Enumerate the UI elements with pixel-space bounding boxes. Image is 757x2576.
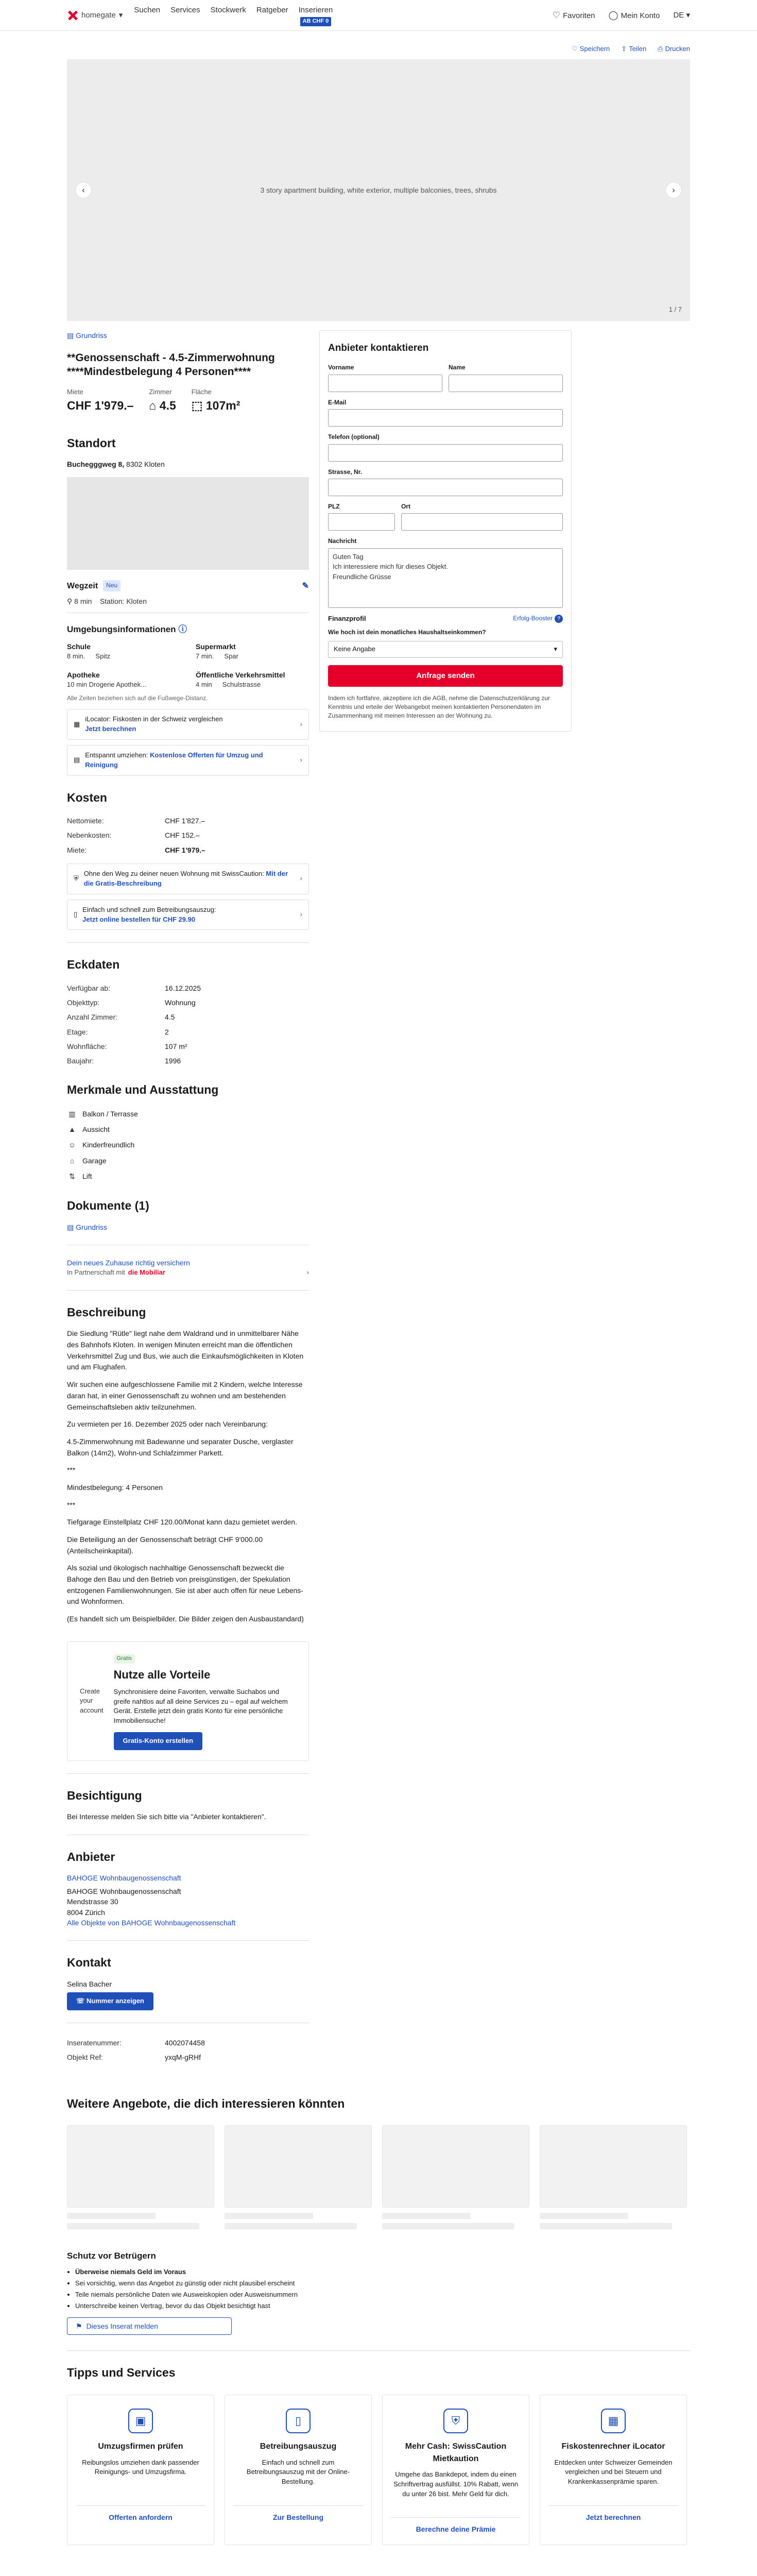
listing-details bbox=[67, 330, 309, 1631]
feature-label: Garage bbox=[82, 1156, 107, 1165]
eckdaten-key: Verfügbar ab: bbox=[67, 984, 111, 992]
vorname-input[interactable] bbox=[328, 375, 442, 392]
amenity-time: 4 min bbox=[196, 681, 212, 689]
save-label: Speichern bbox=[579, 45, 610, 53]
eckdaten-table bbox=[67, 981, 309, 1069]
tip-card bbox=[540, 2395, 687, 2545]
info-icon[interactable]: ⓘ bbox=[178, 624, 187, 635]
account-link[interactable] bbox=[609, 9, 660, 22]
umgebung-heading bbox=[67, 623, 309, 636]
amenity-name: Spitz bbox=[95, 652, 111, 660]
promo-text: iLocator: Fiskosten in der Schweiz vergleichen bbox=[85, 715, 223, 723]
eckdaten-key: Anzahl Zimmer: bbox=[67, 1013, 118, 1022]
homegate-logo[interactable] bbox=[67, 10, 123, 21]
share-icon: ⇪ bbox=[621, 45, 627, 53]
eckdaten-row bbox=[67, 1039, 309, 1054]
anbieter-line: 8004 Zürich bbox=[67, 1908, 105, 1917]
schutz-heading: Schutz vor Betrügern bbox=[67, 2250, 156, 2261]
eckdaten-key: Wohnfläche: bbox=[67, 1042, 107, 1050]
description-paragraph: Mindestbelegung: 4 Personen bbox=[67, 1483, 163, 1492]
nav-suchen[interactable]: Suchen bbox=[134, 6, 161, 15]
amenity-title: Öffentliche Verkehrsmittel bbox=[196, 670, 285, 679]
merkmale-heading: Merkmale und Ausstattung bbox=[67, 1083, 219, 1097]
wegzeit-title: Wegzeit bbox=[67, 581, 98, 590]
chevron-down-icon: ▾ bbox=[554, 645, 557, 653]
chevron-right-icon: › bbox=[300, 756, 302, 764]
account-promo-title: Nutze alle Vorteile bbox=[113, 1668, 211, 1681]
zimmer-value bbox=[149, 397, 176, 414]
feature-item bbox=[67, 1168, 309, 1184]
promo-text: Einfach und schnell zum Betreibungsauszug: bbox=[82, 905, 216, 913]
tip-text: Entdecken unter Schweizer Gemeinden vergleichen und bei Steuern und Krankenkassenprämie sparen. bbox=[554, 2458, 673, 2486]
edit-icon[interactable]: ✎ bbox=[302, 581, 309, 590]
amenity-oev bbox=[196, 670, 309, 690]
amenity-schule bbox=[67, 641, 180, 662]
description-paragraph: (Es handelt sich um Beispielbilder. Die Bilder zeigen den Ausbaustandard) bbox=[67, 1615, 304, 1623]
zimmer-label: Zimmer bbox=[149, 387, 172, 396]
main-nav bbox=[134, 5, 333, 26]
ref-key: Objekt Ref: bbox=[67, 2053, 104, 2062]
listing-title: **Genossenschaft - 4.5-Zimmerwohnung ****Mindestbelegung 4 Personen**** bbox=[67, 352, 275, 378]
divider bbox=[67, 942, 309, 943]
anbieter-line: BAHOGE Wohnbaugenossenschaft bbox=[67, 1887, 181, 1896]
dokumente-heading: Dokumente (1) bbox=[67, 1199, 149, 1213]
share-button[interactable] bbox=[621, 44, 646, 54]
nav-stockwerk[interactable]: Stockwerk bbox=[210, 6, 246, 15]
email-label: E-Mail bbox=[328, 398, 347, 406]
promo-link: Jetzt online bestellen für CHF 29.90 bbox=[82, 915, 196, 923]
eckdaten-value: 1996 bbox=[165, 1057, 181, 1065]
kosten-row bbox=[67, 828, 309, 842]
kosten-key: Miete: bbox=[67, 845, 87, 854]
document-icon: ▯ bbox=[74, 910, 78, 919]
income-select[interactable] bbox=[328, 641, 563, 658]
print-button[interactable] bbox=[658, 44, 690, 54]
shield-icon: ⛨ bbox=[443, 2409, 468, 2433]
strasse-label: Strasse, Nr. bbox=[328, 468, 363, 476]
kosten-value: CHF 1'979.– bbox=[165, 845, 205, 854]
contact-sidebar bbox=[319, 330, 572, 1631]
amenity-title: Apotheke bbox=[67, 670, 100, 679]
insurance-promo[interactable] bbox=[67, 1258, 309, 1278]
kosten-row bbox=[67, 843, 309, 857]
nachricht-label: Nachricht bbox=[328, 537, 357, 545]
tipps-heading: Tipps und Services bbox=[67, 2366, 176, 2380]
address-street: Buchegggweg 8, bbox=[67, 460, 125, 469]
eckdaten-value: 2 bbox=[165, 1027, 169, 1036]
ref-value: 4002074458 bbox=[165, 2038, 205, 2047]
box-icon: ▣ bbox=[128, 2409, 153, 2433]
address bbox=[67, 459, 309, 469]
tip-link[interactable]: Berechne deine Prämie bbox=[391, 2517, 521, 2534]
amenity-time: 7 min. bbox=[196, 652, 214, 660]
miete-label: Miete bbox=[67, 387, 83, 396]
description-paragraph: 4.5-Zimmerwohnung mit Badewanne und separater Dusche, verglaster Balkon (14m2), Wohn-und Schlafzimmer Parkett. bbox=[67, 1437, 294, 1457]
ref-row bbox=[67, 2036, 309, 2050]
features-list bbox=[67, 1106, 309, 1184]
weitere-heading: Weitere Angebote, die dich interessieren könnten bbox=[67, 2097, 345, 2111]
grundriss-link[interactable]: ▤ Grundriss bbox=[67, 331, 107, 340]
chevron-right-icon: › bbox=[300, 910, 302, 919]
promo-swisscaution[interactable] bbox=[67, 863, 309, 894]
report-label: Dieses Inserat melden bbox=[86, 2321, 158, 2330]
amenity-time: 8 min. bbox=[67, 652, 85, 660]
eckdaten-row bbox=[67, 995, 309, 1010]
tip-link[interactable]: Jetzt berechnen bbox=[548, 2505, 678, 2522]
print-icon: ⎙ bbox=[658, 45, 663, 53]
heart-icon: ♡ bbox=[552, 10, 560, 20]
feature-label: Balkon / Terrasse bbox=[82, 1109, 138, 1118]
contact-form bbox=[319, 330, 572, 732]
phone-icon: ☏ bbox=[76, 1997, 85, 2005]
nav-services[interactable]: Services bbox=[170, 6, 200, 15]
description-paragraph: *** bbox=[67, 1500, 76, 1509]
location-map[interactable] bbox=[67, 477, 309, 570]
placeholder-lines bbox=[67, 2213, 214, 2229]
strasse-input[interactable] bbox=[328, 479, 563, 496]
anbieter-heading: Anbieter bbox=[67, 1850, 115, 1863]
standort-heading: Standort bbox=[67, 436, 116, 450]
promo-ilocator[interactable] bbox=[67, 709, 309, 740]
telefon-label: Telefon (optional) bbox=[328, 433, 380, 441]
site-header bbox=[0, 0, 757, 31]
listing-actions bbox=[67, 31, 690, 59]
tip-title: Betreibungsauszug bbox=[260, 2442, 337, 2451]
gratis-badge: Gratis bbox=[114, 1654, 135, 1664]
flaeche-number: 107m² bbox=[205, 398, 240, 412]
inserieren-label: Inserieren bbox=[298, 6, 333, 15]
contact-form-title: Anbieter kontaktieren bbox=[328, 342, 429, 353]
room-icon: ⌂ bbox=[149, 398, 157, 412]
income-question: Wie hoch ist dein monatliches Haushaltseinkommen? bbox=[328, 628, 486, 636]
eckdaten-value: Wohnung bbox=[165, 998, 196, 1007]
new-badge: Neu bbox=[103, 580, 121, 591]
amenity-title: Supermarkt bbox=[196, 642, 236, 651]
fraud-tips bbox=[67, 2267, 690, 2311]
promo-text: Ohne den Weg zu deiner neuen Wohnung mit SwissCaution: bbox=[83, 869, 264, 877]
address-city: 8302 Kloten bbox=[126, 460, 165, 469]
flaeche-label: Fläche bbox=[191, 387, 212, 396]
similar-listings-placeholders bbox=[67, 2213, 690, 2229]
umgebung-note: Alle Zeiten beziehen sich auf die Fußwege-Distanz. bbox=[67, 694, 208, 702]
nav-inserieren[interactable] bbox=[299, 5, 333, 26]
route-station: Station: Kloten bbox=[99, 597, 147, 605]
calculator-icon: ▦ bbox=[74, 720, 80, 728]
fraud-tip: • Unterschreibe keinen Vertrag, bevor du das Objekt besichtigt hast bbox=[75, 2301, 690, 2311]
user-icon: ◯ bbox=[608, 10, 618, 20]
gallery-counter: 1 / 7 bbox=[668, 306, 682, 313]
submit-request-button[interactable]: Anfrage senden bbox=[328, 665, 563, 687]
promo-link: Kostenlose Offerten für Umzug und Reinigung bbox=[85, 751, 263, 769]
show-number-button[interactable] bbox=[67, 1992, 153, 2010]
report-listing-button[interactable] bbox=[67, 2317, 232, 2335]
save-button[interactable] bbox=[572, 44, 610, 54]
name-label: Name bbox=[449, 364, 466, 371]
tip-title: Umzugsfirmen prüfen bbox=[98, 2442, 183, 2451]
nav-ratgeber[interactable]: Ratgeber bbox=[256, 6, 288, 15]
child-icon: ☺ bbox=[68, 1141, 76, 1149]
mobiliar-logo: die Mobiliar bbox=[128, 1268, 165, 1277]
eckdaten-key: Etage: bbox=[67, 1027, 88, 1036]
umgebung-title: Umgebungsinformationen bbox=[67, 624, 176, 635]
ort-input[interactable] bbox=[401, 513, 563, 531]
ref-key: Inseratenummer: bbox=[67, 2038, 122, 2047]
tip-text: Umgehe das Bankdepot, indem du einen Schriftvertrag ausfüllst. 10% Rabatt, wenn du unter 26 bist. Mehr Geld für dich. bbox=[393, 2470, 519, 2498]
name-input[interactable] bbox=[449, 375, 563, 392]
fraud-tip: • Teile niemals persönliche Daten wie Ausweiskopien oder Ausweisnummern bbox=[75, 2290, 690, 2300]
telefon-input[interactable] bbox=[328, 444, 563, 462]
placeholder-lines bbox=[225, 2213, 372, 2229]
image-gallery[interactable] bbox=[67, 59, 690, 321]
eckdaten-key: Baujahr: bbox=[67, 1057, 94, 1065]
description-paragraph: Tiefgarage Einstellplatz CHF 120.00/Monat kann dazu gemietet werden. bbox=[67, 1518, 297, 1527]
eckdaten-row bbox=[67, 1010, 309, 1024]
document-icon: ▯ bbox=[286, 2409, 311, 2433]
chevron-down-icon: ▾ bbox=[118, 11, 123, 20]
tip-title: Mehr Cash: SwissCaution Mietkaution bbox=[405, 2442, 507, 2463]
feature-label: Aussicht bbox=[82, 1125, 110, 1134]
feature-item bbox=[67, 1122, 309, 1137]
tips-services bbox=[67, 2395, 690, 2545]
shield-icon: ⛨ bbox=[74, 874, 79, 883]
amenity-title: Schule bbox=[67, 642, 91, 651]
kosten-value: CHF 152.– bbox=[165, 831, 200, 840]
document-label: Grundriss bbox=[76, 1223, 107, 1231]
promo-link: Mit der die Gratis-Beschreibung bbox=[83, 869, 288, 887]
chevron-right-icon: › bbox=[300, 874, 302, 883]
calculator-icon: ▦ bbox=[601, 2409, 626, 2433]
besichtigung-heading: Besichtigung bbox=[67, 1788, 142, 1802]
legal-text: Indem ich fortfahre, akzeptiere ich die AGB, nehme die Datenschutzerklärung zur Kenntnis und erteile der Webangebot meinen kontaktierten Personendaten im Zusammenhang mit meinen Interessen an der Wohnung zu. bbox=[328, 694, 550, 720]
kontakt-name: Selina Bacher bbox=[67, 1979, 112, 1988]
kosten-key: Nettomiete: bbox=[67, 817, 104, 825]
feature-item bbox=[67, 1106, 309, 1122]
kosten-value: CHF 1'827.– bbox=[165, 817, 205, 825]
logo-text: homegate bbox=[81, 11, 116, 20]
beschreibung-heading: Beschreibung bbox=[67, 1306, 146, 1319]
kontakt-heading: Kontakt bbox=[67, 1956, 111, 1970]
anbieter-name-link[interactable] bbox=[67, 1873, 309, 1883]
similar-listing-card[interactable] bbox=[540, 2125, 687, 2208]
heart-icon: ♡ bbox=[572, 45, 578, 53]
eckdaten-row bbox=[67, 1054, 309, 1068]
key-facts bbox=[67, 387, 309, 414]
gallery-next-button[interactable]: › bbox=[665, 182, 682, 198]
feature-label: Kinderfreundlich bbox=[82, 1141, 135, 1149]
tip-card bbox=[382, 2395, 529, 2545]
tip-text: Einfach und schnell zum Betreibungsauszug mit der Online-Bestellung. bbox=[246, 2458, 350, 2486]
help-icon: ? bbox=[555, 615, 563, 623]
create-account-button[interactable]: Gratis-Konto erstellen bbox=[114, 1732, 203, 1750]
flaeche-value bbox=[192, 397, 240, 414]
area-icon: ⬚ bbox=[191, 398, 203, 412]
tip-title: Fiskostenrechner iLocator bbox=[561, 2442, 665, 2451]
tip-text: Reibungslos umziehen dank passender Reinigungs- und Umzugsfirma. bbox=[82, 2458, 199, 2476]
similar-listings bbox=[67, 2125, 690, 2208]
description-text bbox=[67, 1328, 309, 1624]
ref-value: yxqM-gRHf bbox=[165, 2053, 201, 2062]
amenity-supermarkt bbox=[196, 641, 309, 662]
truck-icon: ▤ bbox=[74, 756, 80, 764]
promo-umzug[interactable] bbox=[67, 745, 309, 776]
balcony-icon: ▥ bbox=[68, 1109, 76, 1118]
description-paragraph: Die Beteiligung an der Genossenschaft beträgt CHF 9'000.00 (Anteilscheinkapital). bbox=[67, 1535, 263, 1555]
amenities-grid bbox=[67, 641, 309, 690]
wegzeit-header bbox=[67, 580, 309, 592]
divider bbox=[67, 1940, 309, 1941]
account-promo-side: Create your account bbox=[80, 1687, 104, 1715]
description-paragraph: Zu vermieten per 16. Dezember 2025 oder nach Vereinbarung: bbox=[67, 1420, 268, 1429]
gallery-image-caption: 3 story apartment building, white exterior, multiple balconies, trees, shrubs bbox=[260, 185, 497, 194]
share-label: Teilen bbox=[629, 45, 647, 53]
favorites-link[interactable] bbox=[553, 9, 595, 22]
ref-row bbox=[67, 2050, 309, 2064]
eckdaten-value: 107 m² bbox=[165, 1042, 187, 1050]
gallery-prev-button[interactable]: ‹ bbox=[75, 182, 92, 198]
logo-mark-icon bbox=[67, 10, 78, 21]
show-number-label: Nummer anzeigen bbox=[86, 1997, 144, 2005]
description-paragraph: Wir suchen eine aufgeschlossene Familie mit 2 Kindern, welche Interesse daran hat, in einer Genossenschaft zu wohnen und am bestehenden Gemeinschaftsleben aktiv teilzunehmen. bbox=[67, 1380, 303, 1411]
description-paragraph: Die Siedlung "Rütle" liegt nahe dem Waldrand und in unmittelbarer Nähe des Bahnhofs Kloten. In wenigen Minuten erreicht man die öffentlichen Verkehrsmittel Zug und Bus, wie auch die Einkaufsmöglichkeiten in Kloten und am Flughafen. bbox=[67, 1329, 304, 1371]
fraud-tip: • Überweise niemals Geld im Voraus bbox=[75, 2267, 690, 2277]
insurance-link[interactable]: Dein neues Zuhause richtig versichern bbox=[67, 1258, 190, 1267]
chevron-right-icon: › bbox=[306, 1268, 309, 1277]
all-objects-link[interactable]: Alle Objekte von BAHOGE Wohnbaugenossenschaft bbox=[67, 1919, 236, 1927]
amenity-time: 10 min Drogerie Apothek... bbox=[67, 681, 146, 689]
tip-card bbox=[225, 2395, 372, 2545]
promo-betreibung[interactable] bbox=[67, 900, 309, 930]
kosten-heading: Kosten bbox=[67, 790, 107, 804]
besichtigung-text: Bei Interesse melden Sie sich bitte via "Anbieter kontaktieren". bbox=[67, 1812, 266, 1821]
kosten-row bbox=[67, 814, 309, 828]
placeholder-lines bbox=[540, 2213, 687, 2229]
account-promo-text: Synchronisiere deine Favoriten, verwalte Suchabos und greife nahtlos auf all deine Services zu – egal auf welchem Gerät. Erstelle jetzt dein gratis Konto für eine persönliche Immobiliensuche! bbox=[113, 1687, 288, 1725]
feature-item bbox=[67, 1137, 309, 1153]
mountain-icon: ▲ bbox=[68, 1125, 76, 1134]
zimmer-number: 4.5 bbox=[159, 398, 176, 412]
amenity-name: Spar bbox=[224, 652, 238, 660]
anbieter-line: Mendstrasse 30 bbox=[67, 1897, 118, 1906]
fraud-tip: • Sei vorsichtig, wenn das Angebot zu günstig oder nicht plausibel erscheint bbox=[75, 2279, 690, 2289]
finanzprofil-link-label: Erfolg-Booster bbox=[513, 615, 553, 622]
kosten-key: Nebenkosten: bbox=[67, 831, 112, 840]
vorname-label: Vorname bbox=[328, 364, 354, 371]
feature-item bbox=[67, 1153, 309, 1168]
placeholder-lines bbox=[382, 2213, 529, 2229]
message-textarea[interactable]: Guten Tag Ich interessiere mich für dieses Objekt. Freundliche Grüsse bbox=[328, 548, 563, 608]
route-time: 8 min bbox=[74, 597, 92, 605]
eckdaten-value: 4.5 bbox=[165, 1013, 175, 1022]
description-paragraph: Als sozial und ökologisch nachhaltige Genossenschaft bezweckt die Bahoge den Bau und den Betrieb von preisgünstigen, der Spekulation entzogenen Familienwohnungen. Sie ist aber auch offen für neue Lebens- und Wohnformen. bbox=[67, 1564, 303, 1606]
plz-label: PLZ bbox=[328, 502, 340, 510]
favorites-label: Favoriten bbox=[563, 11, 595, 20]
promo-text: Entspannt umziehen: bbox=[85, 751, 148, 759]
language-select[interactable]: DE ▾ bbox=[673, 11, 690, 20]
finanzprofil-link[interactable] bbox=[513, 614, 563, 623]
eckdaten-heading: Eckdaten bbox=[67, 958, 120, 972]
print-label: Drucken bbox=[665, 45, 690, 53]
email-input[interactable] bbox=[328, 409, 563, 427]
walk-icon: ⚲ bbox=[67, 597, 73, 605]
description-paragraph: *** bbox=[67, 1466, 76, 1475]
account-promo bbox=[67, 1641, 309, 1761]
tip-card bbox=[67, 2395, 214, 2545]
lower-details bbox=[67, 1773, 309, 2065]
language-label: DE bbox=[673, 11, 684, 20]
similar-listing-card[interactable] bbox=[382, 2125, 529, 2208]
tip-link[interactable]: Offerten anfordern bbox=[76, 2505, 205, 2522]
anbieter-name[interactable]: BAHOGE Wohnbaugenossenschaft bbox=[67, 1873, 181, 1882]
finanzprofil-label: Finanzprofil bbox=[328, 614, 366, 622]
garage-icon: ⌂ bbox=[70, 1156, 75, 1165]
grundriss-label: Grundriss bbox=[76, 331, 107, 340]
amenity-apotheke bbox=[67, 670, 180, 690]
tip-link[interactable]: Zur Bestellung bbox=[233, 2505, 363, 2522]
kosten-table bbox=[67, 814, 309, 857]
chevron-right-icon: › bbox=[300, 720, 302, 728]
insurance-partner-label: In Partnerschaft mit bbox=[67, 1268, 125, 1277]
similar-listing-card[interactable] bbox=[67, 2125, 214, 2208]
inserieren-badge: AB CHF 0 bbox=[300, 17, 332, 26]
document-link[interactable]: ▤ Grundriss bbox=[67, 1223, 107, 1231]
flag-icon: ⚑ bbox=[76, 2321, 82, 2330]
plz-input[interactable] bbox=[328, 513, 395, 531]
similar-listing-card[interactable] bbox=[225, 2125, 372, 2208]
income-select-value: Keine Angabe bbox=[334, 645, 375, 653]
eckdaten-row bbox=[67, 1025, 309, 1039]
account-label: Mein Konto bbox=[621, 11, 660, 20]
divider bbox=[67, 1290, 309, 1291]
ort-label: Ort bbox=[401, 502, 410, 510]
lift-icon: ⇅ bbox=[69, 1172, 75, 1180]
finanzprofil-row bbox=[328, 614, 563, 624]
route-row bbox=[67, 596, 309, 613]
promo-link: Jetzt berechnen bbox=[85, 725, 136, 733]
eckdaten-value: 16.12.2025 bbox=[165, 984, 201, 992]
feature-label: Lift bbox=[82, 1172, 92, 1180]
miete-value: CHF 1'979.– bbox=[67, 398, 134, 412]
eckdaten-row bbox=[67, 981, 309, 995]
divider bbox=[67, 1773, 309, 1774]
eckdaten-key: Objekttyp: bbox=[67, 998, 100, 1007]
divider bbox=[67, 2350, 690, 2351]
amenity-name: Schulstrasse bbox=[222, 681, 261, 689]
